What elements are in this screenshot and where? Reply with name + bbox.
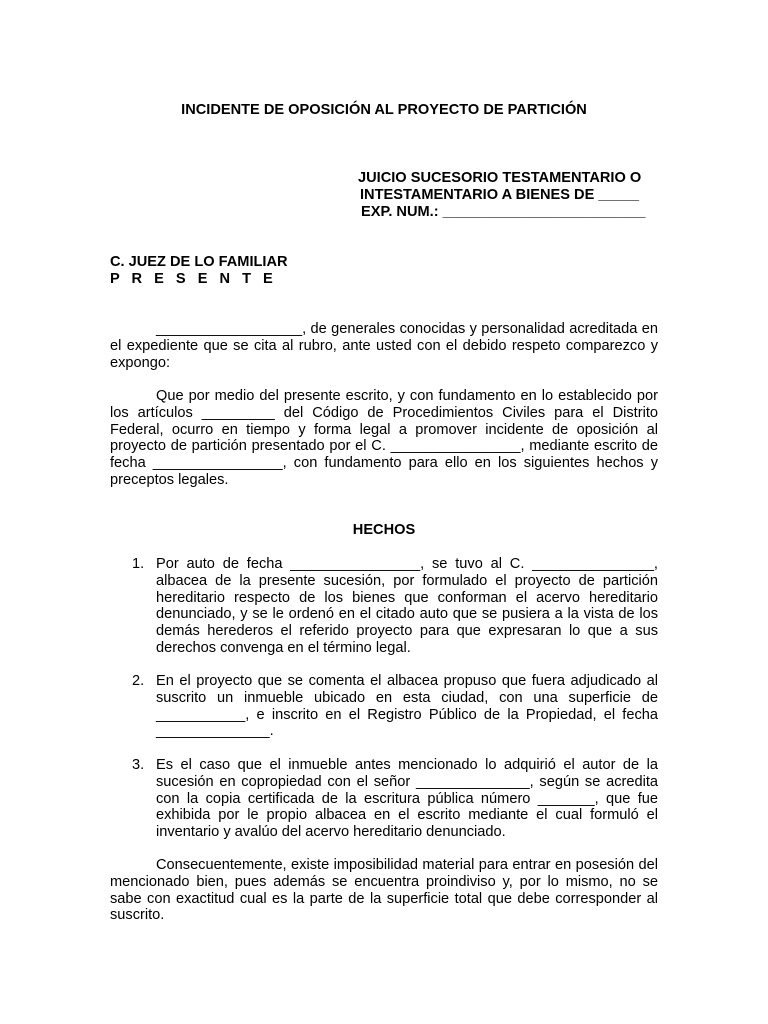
addressee bbox=[110, 254, 288, 288]
hecho-item bbox=[110, 556, 658, 657]
hecho-text: En el proyecto que se comenta el albacea propuso que fuera adjudicado al suscrito un inmueble ubicado en esta ciudad, con una superficie de ___________, e inscrito en el Registro Público de la Propiedad, el fecha ______________. bbox=[156, 673, 658, 740]
statement-paragraph: Que por medio del presente escrito, y con fundamento en lo establecido por los artículos _________ del Código de Procedimientos Civiles para el Distrito Federal, ocurro en tiempo y forma legal a promover incidente de oposición al proyecto de partición presentado por el C. ________________, mediante escrito de fecha ________________, con fundamento para ello en los siguientes hechos y preceptos legales. bbox=[110, 388, 658, 488]
case-number: EXP. NUM.: _________________________ bbox=[361, 203, 646, 220]
case-header-line-2: INTESTAMENTARIO A BIENES DE _____ bbox=[360, 186, 639, 203]
hecho-number: 3. bbox=[132, 757, 145, 773]
hecho-text: Por auto de fecha ________________, se tuvo al C. _______________, albacea de la presente sucesión, por formulado el proyecto de partición hereditario respecto de los bienes que conforman el acervo hereditario denunciado, y se le ordenó en el citado auto que se pusiera a la vista de los demás herederos el referido proyecto para que expresaran lo que a sus derechos convenga en el término legal. bbox=[156, 556, 658, 656]
hechos-heading: HECHOS bbox=[352, 522, 416, 538]
document-title: INCIDENTE DE OPOSICIÓN AL PROYECTO DE PARTICIÓN bbox=[181, 102, 587, 118]
case-header-line-1: JUICIO SUCESORIO TESTAMENTARIO O bbox=[358, 170, 642, 186]
hecho-number: 1. bbox=[132, 556, 145, 572]
conclusion-paragraph: Consecuentemente, existe imposibilidad material para entrar en posesión del mencionado bien, pues además se encuentra proindiviso y, por lo mismo, no se sabe con exactitud cual es la parte de la superficie total que debe corresponder al suscrito. bbox=[110, 857, 658, 924]
hecho-item bbox=[110, 673, 658, 740]
intro-paragraph: __________________, de generales conocidas y personalidad acreditada en el expediente que se cita al rubro, ante usted con el debido respeto comparezco y expongo: bbox=[110, 321, 658, 371]
addressee-judge: C. JUEZ DE LO FAMILIAR bbox=[110, 254, 288, 270]
hecho-number: 2. bbox=[132, 673, 145, 689]
hecho-item bbox=[110, 757, 658, 841]
addressee-presente: P R E S E N T E bbox=[110, 270, 277, 287]
hecho-text: Es el caso que el inmueble antes mencionado lo adquirió el autor de la sucesión en copropiedad con el señor ______________, según se acredita con la copia certificada de la escritura pública número _______, que fue exhibida por le propio albacea en el escrito mediante el cual formuló el inventario y avalúo del acervo hereditario denunciado. bbox=[156, 757, 658, 841]
case-header bbox=[358, 170, 658, 220]
